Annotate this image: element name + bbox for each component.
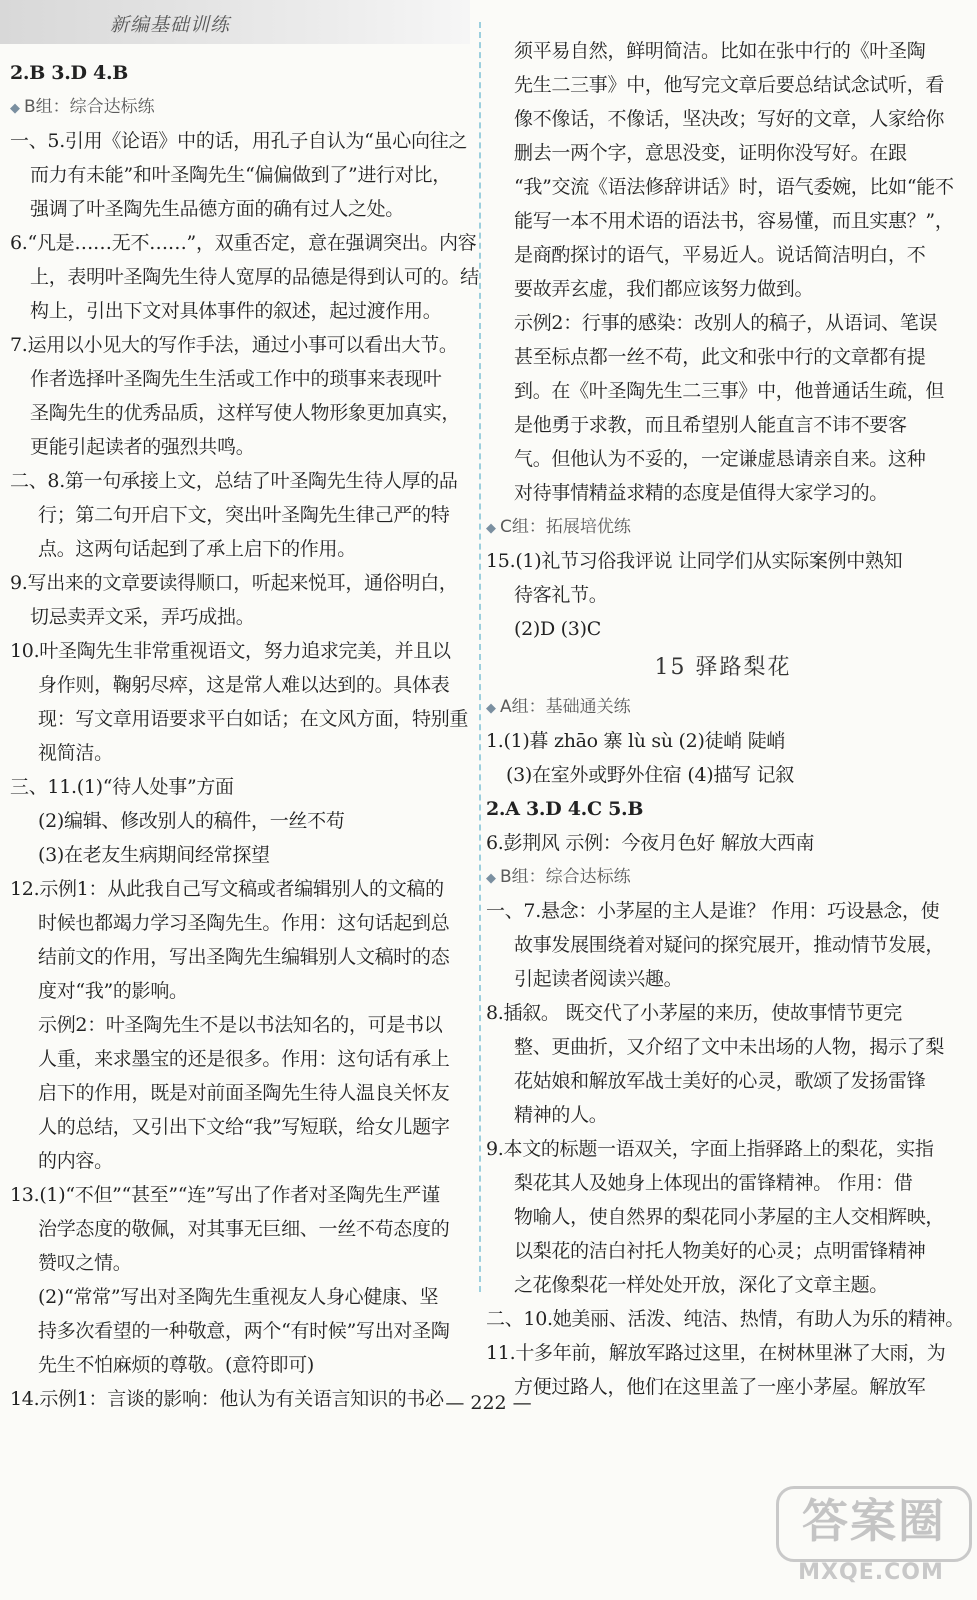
answer-line: 删去一两个字，意思没变，证明你没写好。在跟 — [514, 142, 907, 164]
answer-line: 人重，来求墨宝的还是很多。作用：这句话有承上 — [38, 1048, 450, 1070]
answer-line: 是他勇于求教，而且希望别人能直言不讳不要客 — [514, 414, 907, 436]
group-heading-text: C组：拓展培优练 — [500, 517, 631, 537]
answer-line: 示例2：叶圣陶先生不是以书法知名的，可是书以 — [38, 1014, 443, 1036]
answer-line: 须平易自然，鲜明简洁。比如在张中行的《叶圣陶 — [514, 40, 926, 62]
answer-line: 一、5.引用《论语》中的话，用孔子自认为“虽心向往之 — [10, 130, 468, 152]
answer-line: 15.(1)礼节习俗我评说 让同学们从实际案例中熟知 — [486, 550, 903, 572]
diamond-icon: ◆ — [10, 101, 20, 116]
answer-line: 构上，引出下文对具体事件的叙述，起过渡作用。 — [30, 300, 442, 322]
answer-line: (2)编辑、修改别人的稿件，一丝不苟 — [38, 810, 345, 832]
answer-line: 是商酌探讨的语气，平易近人。说话简洁明白，不 — [514, 244, 926, 266]
answer-line: 花姑娘和解放军战士美好的心灵，歌颂了发扬雷锋 — [514, 1070, 926, 1092]
answer-line: 先生不怕麻烦的尊敬。(意符即可) — [38, 1354, 315, 1376]
answer-line: 2.A 3.D 4.C 5.B — [486, 798, 644, 820]
group-heading — [486, 690, 960, 724]
answer-line: 6.“凡是……无不……”，双重否定，意在强调突出。内容 — [10, 232, 477, 254]
answer-line: 治学态度的敬佩，对其事无巨细、一丝不苟态度的 — [38, 1218, 450, 1240]
answer-line: 能写一本不用术语的语法书，容易懂，而且实惠？”， — [514, 210, 954, 232]
answer-line: 故事发展围绕着对疑问的探究展开，推动情节发展， — [514, 934, 945, 956]
answer-line: 而力有未能”和叶圣陶先生“偏偏做到了”进行对比， — [30, 164, 451, 186]
answer-line: 点。这两句话起到了承上启下的作用。 — [38, 538, 356, 560]
answer-line: “我”交流《语法修辞讲话》时，语气委婉，比如“能不 — [514, 176, 954, 198]
answer-line: 赞叹之情。 — [38, 1252, 132, 1274]
diamond-icon: ◆ — [486, 701, 496, 716]
answer-line: 示例2：行事的感染：改别人的稿子，从语词、笔误 — [514, 312, 938, 334]
answer-line: 上，表明叶圣陶先生待人宽厚的品德是得到认可的。结 — [30, 266, 479, 288]
answer-line: 11.十多年前，解放军路过这里，在树林里淋了大雨，为 — [486, 1342, 946, 1364]
answer-line: 9.本文的标题一语双关，字面上指驿路上的梨花，实指 — [486, 1138, 934, 1160]
answer-line: 甚至标点都一丝不苟，此文和张中行的文章都有提 — [514, 346, 926, 368]
group-heading — [10, 90, 472, 124]
answer-line: 待客礼节。 — [514, 584, 608, 606]
answer-line: 气。但他认为不妥的，一定谦虚恳请亲自来。这种 — [514, 448, 926, 470]
answer-line: 时候也都竭力学习圣陶先生。作用：这句话起到总 — [38, 912, 450, 934]
header-band — [0, 0, 470, 44]
group-heading — [486, 510, 960, 544]
answer-line: 圣陶先生的优秀品质，这样写使人物形象更加真实， — [30, 402, 461, 424]
page-number: — 222 — — [445, 1392, 532, 1414]
answer-line: 视简洁。 — [38, 742, 113, 764]
answer-line: 持多次看望的一种敬意，两个“有时候”写出对圣陶 — [38, 1320, 450, 1342]
answer-line: 以梨花的洁白衬托人物美好的心灵；点明雷锋精神 — [514, 1240, 926, 1262]
answer-line: (2)D (3)C — [514, 618, 601, 640]
answer-line: (3)在室外或野外住宿 (4)描写 记叙 — [506, 764, 794, 786]
diamond-icon: ◆ — [486, 521, 496, 536]
answer-line: 像不像话，不像话，坚决改；写好的文章，人家给你 — [514, 108, 945, 130]
watermark — [776, 1486, 966, 1596]
answer-line: 结前文的作用，写出圣陶先生编辑别人文稿时的态 — [38, 946, 450, 968]
answer-line: 精神的人。 — [514, 1104, 608, 1126]
answer-line: 人的总结，又引出下文给“我”写短联，给女儿题字 — [38, 1116, 450, 1138]
answer-line: 到。在《叶圣陶先生二三事》中，他普通话生疏，但 — [514, 380, 945, 402]
answer-line: 13.(1)“不但”“甚至”“连”写出了作者对圣陶先生严谨 — [10, 1184, 440, 1206]
answer-line: 对待事情精益求精的态度是值得大家学习的。 — [514, 482, 889, 504]
group-heading-text: B组：综合达标练 — [24, 97, 155, 117]
answer-line: 身作则，鞠躬尽瘁，这是常人难以达到的。具体表 — [38, 674, 450, 696]
answer-line: 物喻人，使自然界的梨花同小茅屋的主人交相辉映， — [514, 1206, 945, 1228]
answer-line: 之花像梨花一样处处开放，深化了文章主题。 — [514, 1274, 889, 1296]
answer-line: 先生二三事》中，他写完文章后要总结试念试听，看 — [514, 74, 945, 96]
answer-line: 14.示例1：言谈的影响：他认为有关语言知识的书必 — [10, 1388, 444, 1410]
answer-line: 启下的作用，既是对前面圣陶先生待人温良关怀友 — [38, 1082, 450, 1104]
answer-line: (3)在老友生病期间经常探望 — [38, 844, 270, 866]
answer-line: 引起读者阅读兴趣。 — [514, 968, 683, 990]
answer-line: 7.运用以小见大的写作手法，通过小事可以看出大节。 — [10, 334, 458, 356]
answer-line: 9.写出来的文章要读得顺口，听起来悦耳，通俗明白， — [10, 572, 458, 594]
answer-line: 1.(1)暮 zhāo 寨 lù sù (2)徒峭 陡峭 — [486, 730, 786, 752]
left-column — [10, 56, 479, 1416]
group-heading-text: B组：综合达标练 — [500, 867, 631, 887]
answer-line: 8.插叙。 既交代了小茅屋的来历，使故事情节更完 — [486, 1002, 902, 1024]
answer-line: 更能引起读者的强烈共鸣。 — [30, 436, 255, 458]
column-divider — [479, 22, 481, 1292]
answer-line: 12.示例1：从此我自己写文稿或者编辑别人的文稿的 — [10, 878, 444, 900]
answer-line: 二、8.第一句承接上文，总结了叶圣陶先生待人厚的品 — [10, 470, 458, 492]
answer-line: 要故弄玄虚，我们都应该努力做到。 — [514, 278, 814, 300]
answer-line: 一、7.悬念：小茅屋的主人是谁？ 作用：巧设悬念，使 — [486, 900, 940, 922]
answer-line: 整、更曲折，又介绍了文中未出场的人物，揭示了梨 — [514, 1036, 945, 1058]
watermark-logo: 答案圈 — [776, 1486, 972, 1562]
answer-line: 二、10.她美丽、活泼、纯洁、热情，有助人为乐的精神。 — [486, 1308, 965, 1330]
answer-line: 切忌卖弄文采，弄巧成拙。 — [30, 606, 255, 628]
answer-line: 作者选择叶圣陶先生生活或工作中的琐事来表现叶 — [30, 368, 442, 390]
answer-line: 强调了叶圣陶先生品德方面的确有过人之处。 — [30, 198, 405, 220]
diamond-icon: ◆ — [486, 871, 496, 886]
answer-line: 方便过路人，他们在这里盖了一座小茅屋。解放军 — [514, 1376, 926, 1398]
watermark-url: MXQE.COM — [798, 1560, 944, 1585]
group-heading-text: A组：基础通关练 — [500, 697, 631, 717]
answer-line: 三、11.(1)“待人处事”方面 — [10, 776, 234, 798]
header-title: 新编基础训练 — [110, 14, 231, 36]
section-title: 15 驿路梨花 — [654, 655, 792, 680]
answer-line: 2.B 3.D 4.B — [10, 62, 129, 84]
answer-line: 的内容。 — [38, 1150, 113, 1172]
answer-line: 行；第二句开启下文，突出叶圣陶先生律己严的特 — [38, 504, 450, 526]
answer-line: 10.叶圣陶先生非常重视语文，努力追求完美，并且以 — [10, 640, 451, 662]
answer-line: 6.彭荆风 示例：今夜月色好 解放大西南 — [486, 832, 815, 854]
right-column — [486, 34, 965, 1404]
answer-line: 梨花其人及她身上体现出的雷锋精神。 作用：借 — [514, 1172, 913, 1194]
answer-line: 现：写文章用语要求平白如话；在文风方面，特别重 — [38, 708, 469, 730]
answer-line: (2)“常常”写出对圣陶先生重视友人身心健康、坚 — [38, 1286, 439, 1308]
answer-line: 度对“我”的影响。 — [38, 980, 188, 1002]
group-heading — [486, 860, 960, 894]
